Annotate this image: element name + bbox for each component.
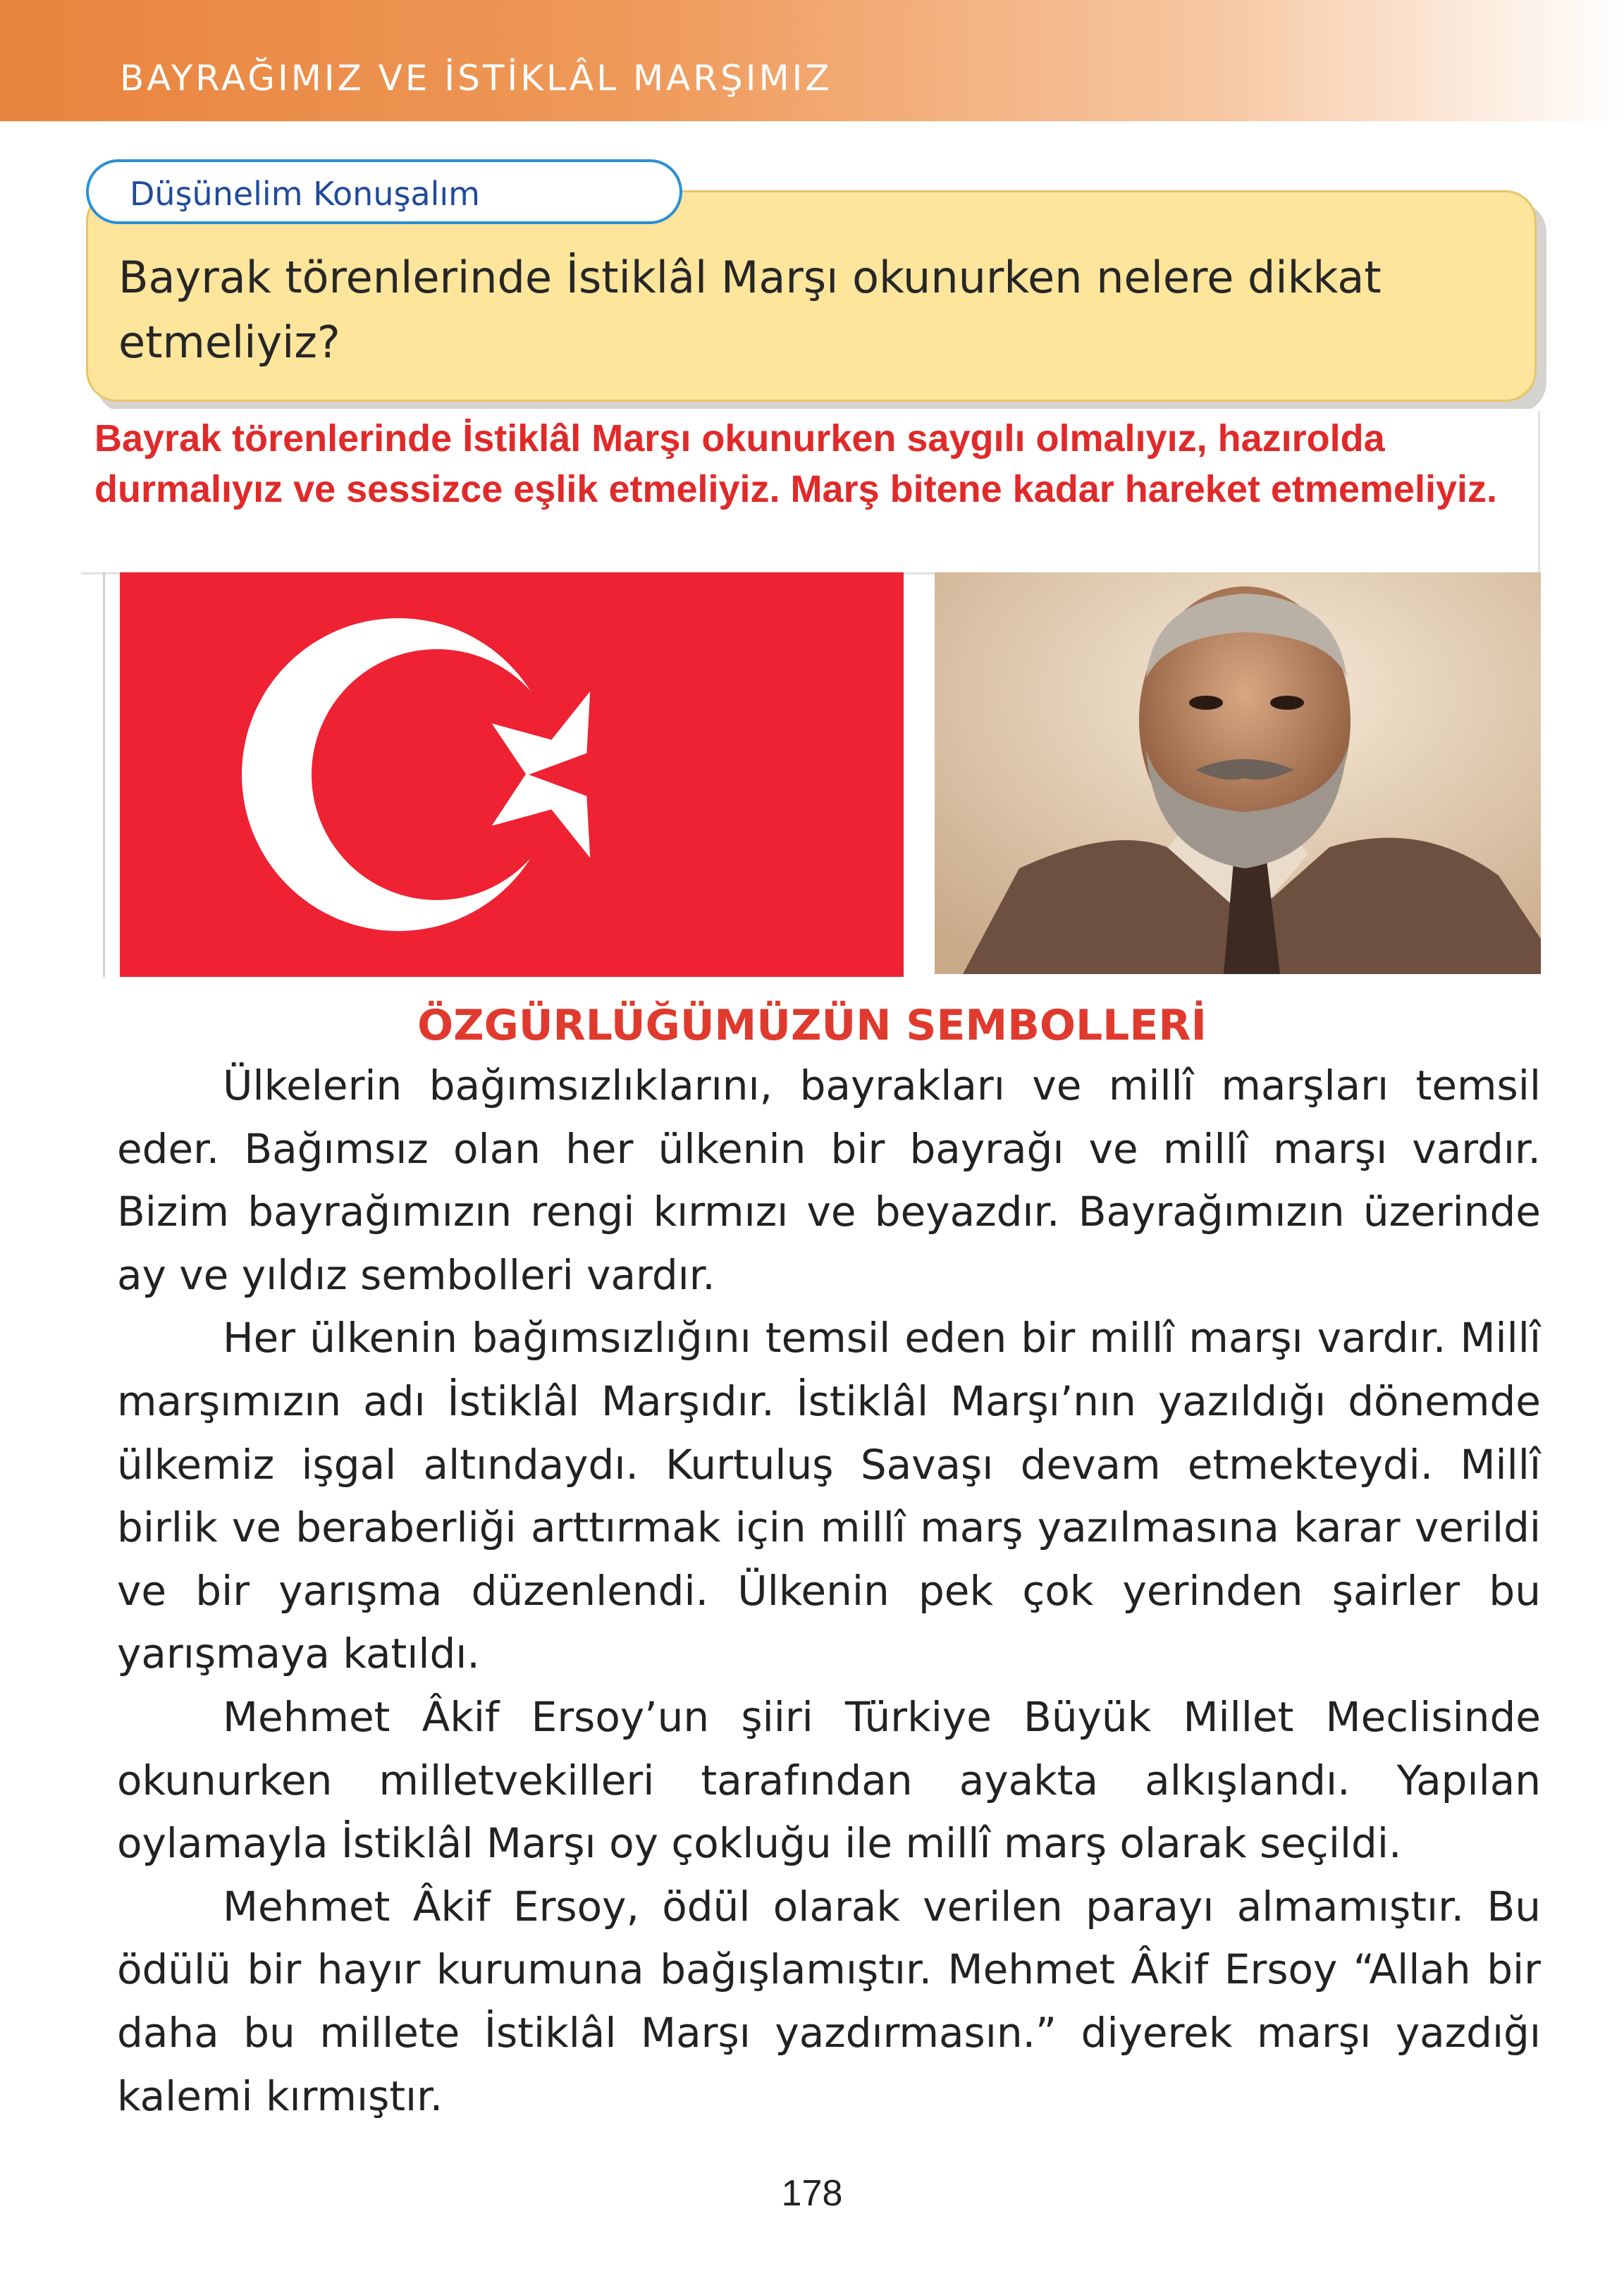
section-title: ÖZGÜRLÜĞÜMÜZÜN SEMBOLLERİ	[417, 1001, 1207, 1050]
page-number: 178	[781, 2173, 843, 2214]
body-paragraph: Ülkelerin bağımsızlıklarını, bayrakları ve millî marşları temsil eder. Bağımsız olan her ülkenin bir bayrağı ve millî marşı vardır. Bizim bayrağımızın rengi kırmızı ve beyazdır. Bayrağımızın üzerinde ay ve yıldız sembolleri vardır.	[117, 1061, 1541, 1299]
body-paragraph: Her ülkenin bağımsızlığını temsil eden bir millî marşı vardır. Millî marşımızın adı İstiklâl Marşıdır. İstiklâl Marşı’nın yazıldığı dönemde ülkemiz işgal altındaydı. Kurtuluş Savaşı devam etmekteydi. Millî birlik ve beraberliği arttırmak için millî marş yazılmasına karar verildi ve bir yarışma düzenlendi. Ülkenin pek çok yerinden şairler bu yarışmaya katıldı.	[117, 1314, 1541, 1678]
chapter-title: BAYRAĞIMIZ VE İSTİKLÂL MARŞIMIZ	[120, 58, 832, 99]
answer-text: Bayrak törenlerinde İstiklâl Marşı okunurken saygılı olmalıyız, hazırolda durmalıyız ve sessizce eşlik etmeliyiz. Marş bitene kadar hareket etmemeliyiz.	[94, 417, 1498, 510]
discussion-tab	[86, 159, 682, 224]
turkish-flag-image	[120, 572, 904, 977]
left-eye	[1189, 696, 1223, 710]
body-paragraph: Mehmet Âkif Ersoy, ödül olarak verilen parayı almamıştır. Bu ödülü bir hayır kurumuna bağışlamıştır. Mehmet Âkif Ersoy “Allah bir daha bu millete İstiklâl Marşı yazdırmasın.” diyerek marşı yazdığı kalemi kırmıştır.	[117, 1882, 1541, 2120]
body-text	[117, 1054, 1541, 2128]
divider-line	[103, 572, 105, 977]
body-paragraph: Mehmet Âkif Ersoy’un şiiri Türkiye Büyük Millet Meclisinde okunurken milletvekilleri tarafından ayakta alkışlandı. Yapılan oylamayla İstiklâl Marşı oy çokluğu ile millî marş olarak seçildi.	[117, 1692, 1541, 1868]
right-eye	[1270, 696, 1304, 710]
crescent-inner	[312, 649, 562, 900]
discussion-tab-label: Düşünelim Konuşalım	[130, 175, 480, 213]
mehmet-akif-ersoy-portrait	[935, 572, 1541, 974]
discussion-question: Bayrak törenlerinde İstiklâl Marşı okunurken nelere dikkat etmeliyiz?	[118, 252, 1382, 368]
